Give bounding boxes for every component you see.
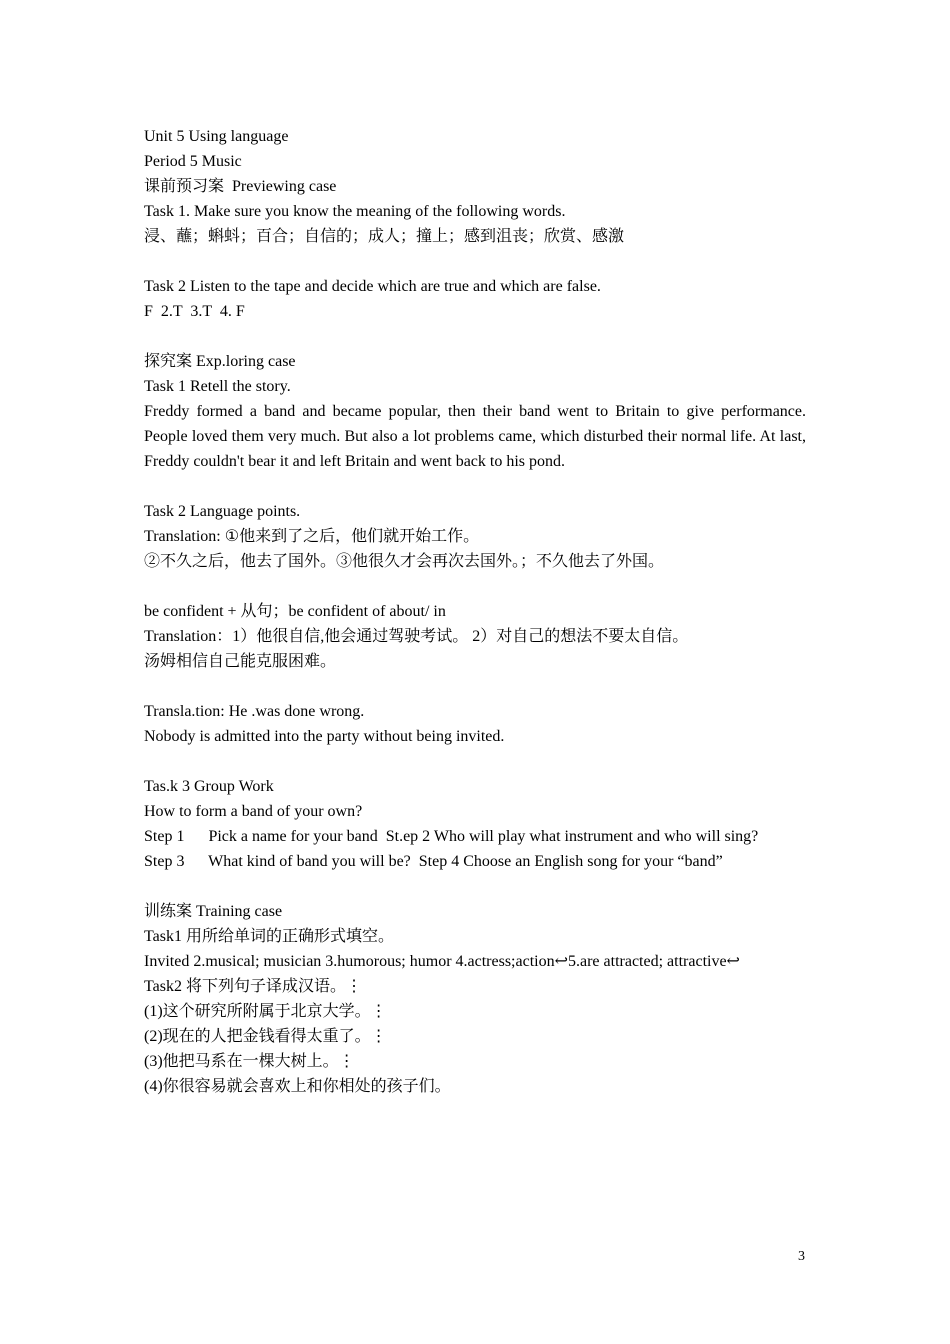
spacer bbox=[144, 674, 806, 699]
vocabulary-line: 浸、蘸；蝌蚪；百合；自信的；成人；撞上；感到沮丧；欣赏、感激 bbox=[144, 228, 625, 245]
document-body bbox=[144, 124, 806, 1099]
steps-3-4: Step 3 What kind of band you will be? Step 4 Choose an English song for your “band” bbox=[144, 853, 723, 870]
spacer bbox=[144, 249, 806, 274]
page-number: 3 bbox=[798, 1249, 805, 1264]
sentence-1: (1)这个研究所附属于北京大学。⋮ bbox=[144, 1003, 387, 1020]
spacer bbox=[144, 324, 806, 349]
explore-task-1: Task 1 Retell the story. bbox=[144, 378, 291, 395]
steps-1-2: Step 1 Pick a name for your band St.ep 2 Who will play what instrument and who will sing? bbox=[144, 828, 759, 845]
spacer bbox=[144, 474, 806, 499]
translation-1-continued: ②不久之后，他去了国外。③他很久才会再次去国外。；不久他去了外国。 bbox=[144, 553, 665, 570]
translation-1: Translation: ①他来到了之后，他们就开始工作。 bbox=[144, 528, 480, 545]
exploring-heading: 探究案 Exp.loring case bbox=[144, 353, 296, 370]
explore-task-2: Task 2 Language points. bbox=[144, 503, 301, 520]
sentence-3: (3)他把马系在一棵大树上。⋮ bbox=[144, 1053, 355, 1070]
true-false-answers: F 2.T 3.T 4. F bbox=[144, 303, 245, 320]
training-task-2: Task2 将下列句子译成汉语。⋮ bbox=[144, 978, 362, 995]
spacer bbox=[144, 749, 806, 774]
training-task-1: Task1 用所给单词的正确形式填空。 bbox=[144, 928, 394, 945]
sentence-2: (2)现在的人把金钱看得太重了。⋮ bbox=[144, 1028, 387, 1045]
confident-usage: be confident + 从句；be confident of about/ in bbox=[144, 603, 446, 620]
spacer bbox=[144, 574, 806, 599]
translation-3: Transla.tion: He .was done wrong. bbox=[144, 703, 365, 720]
explore-task-3: Tas.k 3 Group Work bbox=[144, 778, 274, 795]
preview-task-2: Task 2 Listen to the tape and decide which are true and which are false. bbox=[144, 278, 601, 295]
sentence-4: (4)你很容易就会喜欢上和你相处的孩子们。 bbox=[144, 1078, 451, 1095]
story-summary: Freddy formed a band and became popular, then their band went to Britain to give performance. People loved them very much. But also a lot problems came, which disturbed their normal life. At last, Freddy couldn't bear it and left Britain and went back to his pond. bbox=[144, 403, 806, 470]
translation-2: Translation：1）他很自信,他会通过驾驶考试。 2）对自己的想法不要太自信。 bbox=[144, 628, 689, 645]
translation-3-continued: Nobody is admitted into the party without being invited. bbox=[144, 728, 505, 745]
band-question: How to form a band of your own? bbox=[144, 803, 363, 820]
translation-2-continued: 汤姆相信自己能克服困难。 bbox=[144, 653, 337, 670]
period-title: Period 5 Music bbox=[144, 153, 242, 170]
unit-title: Unit 5 Using language bbox=[144, 128, 289, 145]
spacer bbox=[144, 874, 806, 899]
previewing-heading: 课前预习案 Previewing case bbox=[144, 178, 337, 195]
preview-task-1: Task 1. Make sure you know the meaning of the following words. bbox=[144, 203, 566, 220]
training-heading: 训练案 Training case bbox=[144, 903, 283, 920]
training-task-1-answers: Invited 2.musical; musician 3.humorous; humor 4.actress;action↩5.are attracted; attractive↩ bbox=[144, 953, 740, 970]
